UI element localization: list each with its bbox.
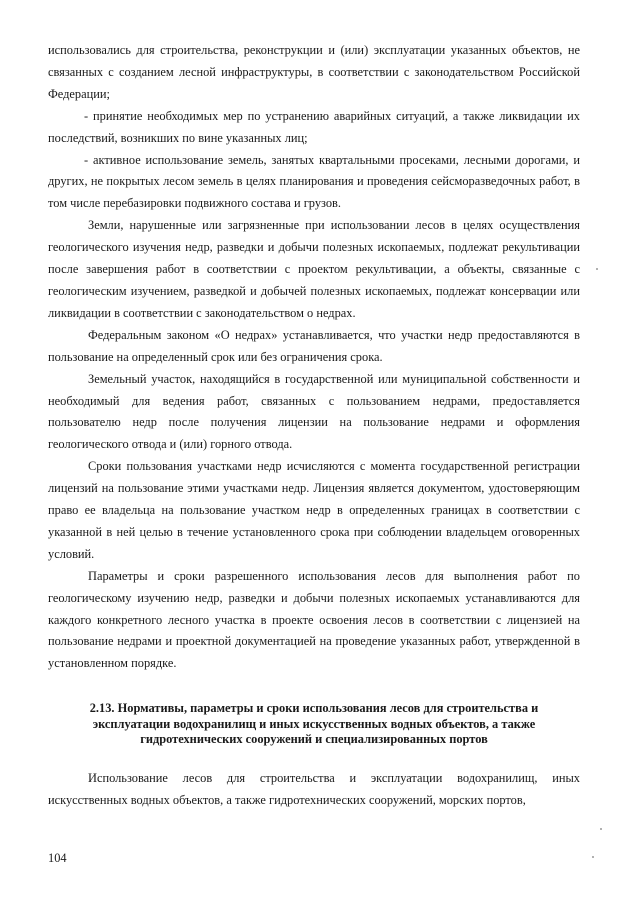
page-number: 104 <box>48 851 67 865</box>
paragraph: Федеральным законом «О недрах» устанавливается, что участки недр предоставляются в пользование на определенный срок или без ограничения срока. <box>48 327 580 364</box>
list-item-dash: - активное использование земель, занятых квартальными просеками, лесными дорогами, и других, не покрытых лесом земель в целях планирования и проведения сейсморазведочных работ, в том числе перебазировки подвижного состава и грузов. <box>48 152 580 211</box>
scan-speck <box>592 856 594 858</box>
paragraph: Сроки пользования участками недр исчисляются с момента государственной регистрации лицензий на пользование этими участками недр. Лицензия является документом, удостоверяющим право ее владельца на пользование участком недр в определенных границах в соответствии с указанной в ней целью в течение установленного срока при соблюдении владельцем оговоренных условий. <box>48 459 580 561</box>
scan-speck <box>596 268 598 270</box>
paragraph: использовались для строительства, реконструкции и (или) эксплуатации указанных объектов, не связанных с созданием лесной инфраструктуры, в соответствии с законодательством Российской Федерации; <box>48 43 580 101</box>
document-body <box>48 40 580 812</box>
paragraph: Земельный участок, находящийся в государственной или муниципальной собственности и необходимый для ведения работ, связанных с пользованием недрами, предоставляется пользователю недр после получения лицензии на пользование недрами и оформления геологического отвода и (или) горного отвода. <box>48 371 580 452</box>
paragraph: Параметры и сроки разрешенного использования лесов для выполнения работ по геологическому изучению недр, разведки и добычи полезных ископаемых устанавливаются для каждого конкретного лесного участка в проекте освоения лесов в соответствии с лицензией на пользование недрами и проектной документацией на проведение указанных работ, утвержденной в установленном порядке. <box>48 568 580 671</box>
section-heading: 2.13. Нормативы, параметры и сроки использования лесов для строительства и эксплуатации водохранилищ и иных искусственных водных объектов, а также гидротехнических сооружений и специализированных портов <box>89 701 539 747</box>
list-item-dash: - принятие необходимых мер по устранению аварийных ситуаций, а также ликвидации их последствий, возникших по вине указанных лиц; <box>48 108 580 145</box>
paragraph: Использование лесов для строительства и эксплуатации водохранилищ, иных искусственных водных объектов, а также гидротехнических сооружений, морских портов, <box>48 770 580 807</box>
scan-speck <box>600 828 602 830</box>
paragraph: Земли, нарушенные или загрязненные при использовании лесов в целях осуществления геологического изучения недр, разведки и добычи полезных ископаемых, подлежат рекультивации после завершения работ в соответствии с проектом рекультивации, а объекты, связанные с геологическим изучением, разведкой и добычей полезных ископаемых, подлежат консервации или ликвидации в соответствии с законодательством о недрах. <box>48 218 580 320</box>
